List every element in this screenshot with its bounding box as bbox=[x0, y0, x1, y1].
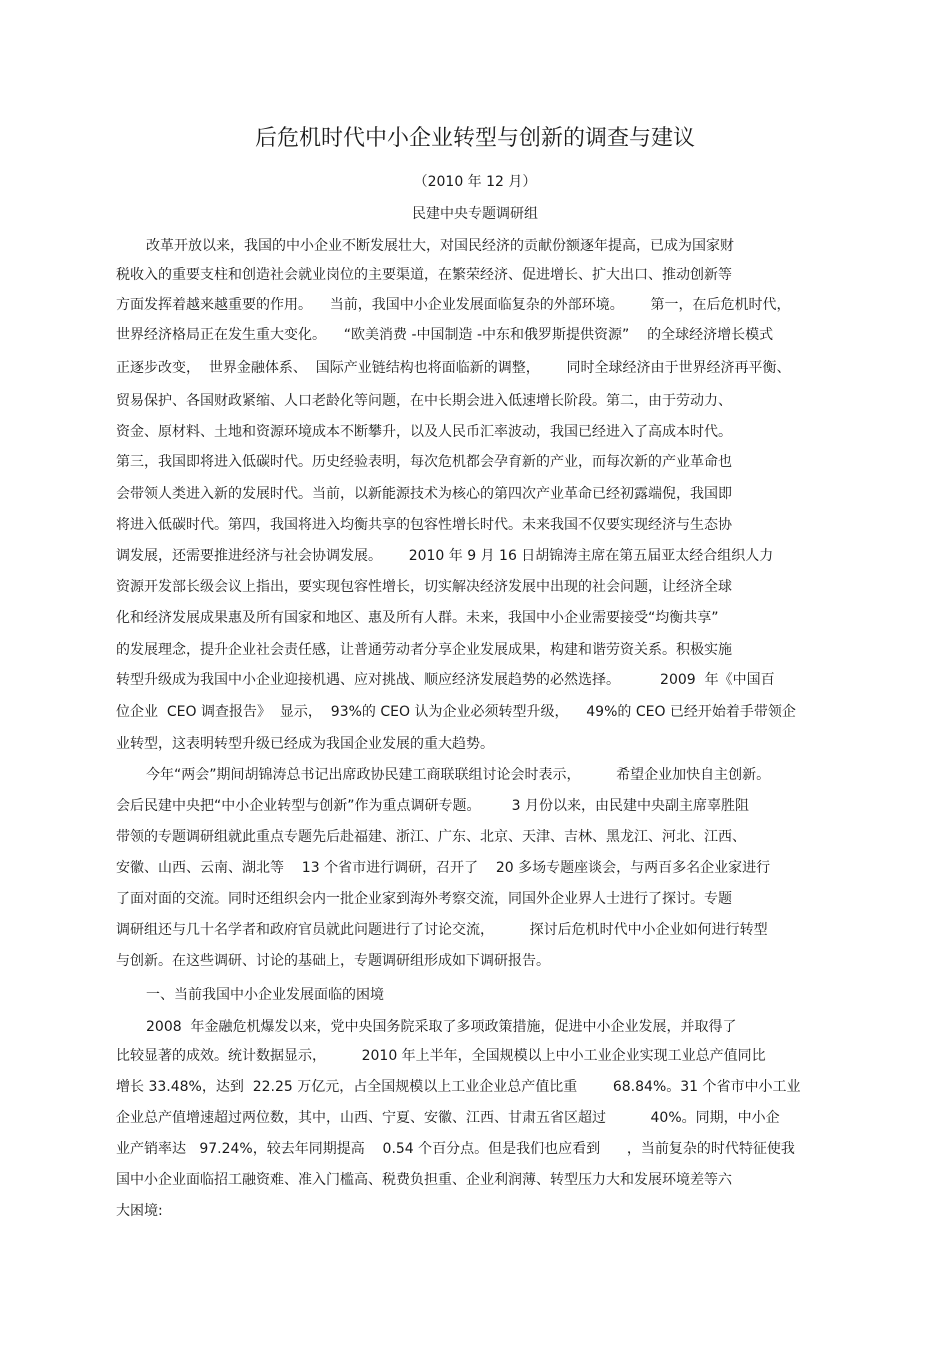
paragraph-line: 贸易保护、各国财政紧缩、人口老龄化等问题，在中长期会进入低速增长阶段。第二，由于劳动力、 bbox=[116, 393, 732, 409]
paragraph-line: 资源开发部长级会议上指出，要实现包容性增长，切实解决经济发展中出现的社会问题，让经济全球 bbox=[116, 579, 732, 595]
paragraph-line: 的发展理念，提升企业社会责任感，让普通劳动者分享企业发展成果，构建和谐劳资关系。积极实施 bbox=[116, 642, 732, 658]
paragraph-line: 业产销率达 97.24%，较去年同期提高 0.54 个百分点。但是我们也应看到 ，当前复杂的时代特征使我 bbox=[116, 1141, 795, 1157]
document-author: 民建中央专题调研组 bbox=[412, 206, 538, 222]
paragraph-line: 与创新。在这些调研、讨论的基础上，专题调研组形成如下调研报告。 bbox=[116, 953, 550, 969]
paragraph-line: 企业总产值增速超过两位数，其中，山西、宁夏、安徽、江西、甘肃五省区超过 40%。同期，中小企 bbox=[116, 1110, 780, 1126]
paragraph-line: 世界经济格局正在发生重大变化。 “欧美消费 -中国制造 -中东和俄罗斯提供资源” 的全球经济增长模式 bbox=[116, 327, 774, 343]
paragraph-line: 安徽、山西、云南、湖北等 13 个省市进行调研，召开了 20 多场专题座谈会，与两百多名企业家进行 bbox=[116, 860, 771, 876]
section-heading: 一、当前我国中小企业发展面临的困境 bbox=[146, 987, 384, 1003]
paragraph-line: 正逐步改变， 世界金融体系、 国际产业链结构也将面临新的调整， 同时全球经济由于世界经济再平衡、 bbox=[116, 360, 791, 376]
paragraph-line: 化和经济发展成果惠及所有国家和地区、惠及所有人群。未来，我国中小企业需要接受“均衡共享” bbox=[116, 610, 719, 626]
paragraph-line: 税收入的重要支柱和创造社会就业岗位的主要渠道，在繁荣经济、促进增长、扩大出口、推动创新等 bbox=[116, 267, 732, 283]
paragraph-line: 会后民建中央把“中小企业转型与创新”作为重点调研专题。 3 月份以来，由民建中央副主席辜胜阻 bbox=[116, 798, 750, 814]
paragraph-line: 方面发挥着越来越重要的作用。 当前，我国中小企业发展面临复杂的外部环境。 第一，在后危机时代， bbox=[116, 297, 791, 313]
document-title: 后危机时代中小企业转型与创新的调查与建议 bbox=[254, 126, 695, 151]
paragraph-line: 大困境: bbox=[116, 1203, 163, 1219]
document-date: （2010 年 12 月） bbox=[413, 174, 537, 190]
paragraph-line: 今年“两会”期间胡锦涛总书记出席政协民建工商联联组讨论会时表示， 希望企业加快自主创新。 bbox=[146, 767, 771, 783]
paragraph-line: 会带领人类进入新的发展时代。当前，以新能源技术为核心的第四次产业革命已经初露端倪，我国即 bbox=[116, 486, 732, 502]
paragraph-line: 带领的专题调研组就此重点专题先后赴福建、浙江、广东、北京、天津、吉林、黑龙江、河北、江西、 bbox=[116, 829, 746, 845]
paragraph-line: 将进入低碳时代。第四，我国将进入均衡共享的包容性增长时代。未来我国不仅要实现经济与生态协 bbox=[116, 517, 732, 533]
paragraph-line: 增长 33.48%，达到 22.25 万亿元，占全国规模以上工业企业总产值比重 68.84%。31 个省市中小工业 bbox=[116, 1079, 801, 1095]
paragraph-line: 调发展，还需要推进经济与社会协调发展。 2010 年 9 月 16 日胡锦涛主席在第五届亚太经合组织人力 bbox=[116, 548, 774, 564]
paragraph-line: 国中小企业面临招工融资难、准入门槛高、税费负担重、企业利润薄、转型压力大和发展环境差等六 bbox=[116, 1172, 732, 1188]
paragraph-line: 比较显著的成效。统计数据显示， 2010 年上半年，全国规模以上中小工业企业实现工业总产值同比 bbox=[116, 1048, 766, 1064]
paragraph-line: 业转型，这表明转型升级已经成为我国企业发展的重大趋势。 bbox=[116, 736, 494, 752]
paragraph-line: 调研组还与几十名学者和政府官员就此问题进行了讨论交流， 探讨后危机时代中小企业如何进行转型 bbox=[116, 922, 768, 938]
paragraph-line: 改革开放以来，我国的中小企业不断发展壮大，对国民经济的贡献份额逐年提高，已成为国家财 bbox=[146, 238, 734, 254]
paragraph-line: 2008 年金融危机爆发以来，党中央国务院采取了多项政策措施，促进中小企业发展，并取得了 bbox=[146, 1019, 737, 1035]
paragraph-line: 转型升级成为我国中小企业迎接机遇、应对挑战、顺应经济发展趋势的必然选择。 2009 年《中国百 bbox=[116, 672, 775, 688]
paragraph-line: 了面对面的交流。同时还组织会内一批企业家到海外考察交流，同国外企业界人士进行了探讨。专题 bbox=[116, 891, 732, 907]
paragraph-line: 第三，我国即将进入低碳时代。历史经验表明，每次危机都会孕育新的产业，而每次新的产业革命也 bbox=[116, 454, 732, 470]
paragraph-line: 位企业 CEO 调查报告》 显示， 93%的 CEO 认为企业必须转型升级， 49%的 CEO 已经开始着手带领企 bbox=[116, 704, 796, 720]
paragraph-line: 资金、原材料、土地和资源环境成本不断攀升，以及人民币汇率波动，我国已经进入了高成本时代。 bbox=[116, 424, 732, 440]
